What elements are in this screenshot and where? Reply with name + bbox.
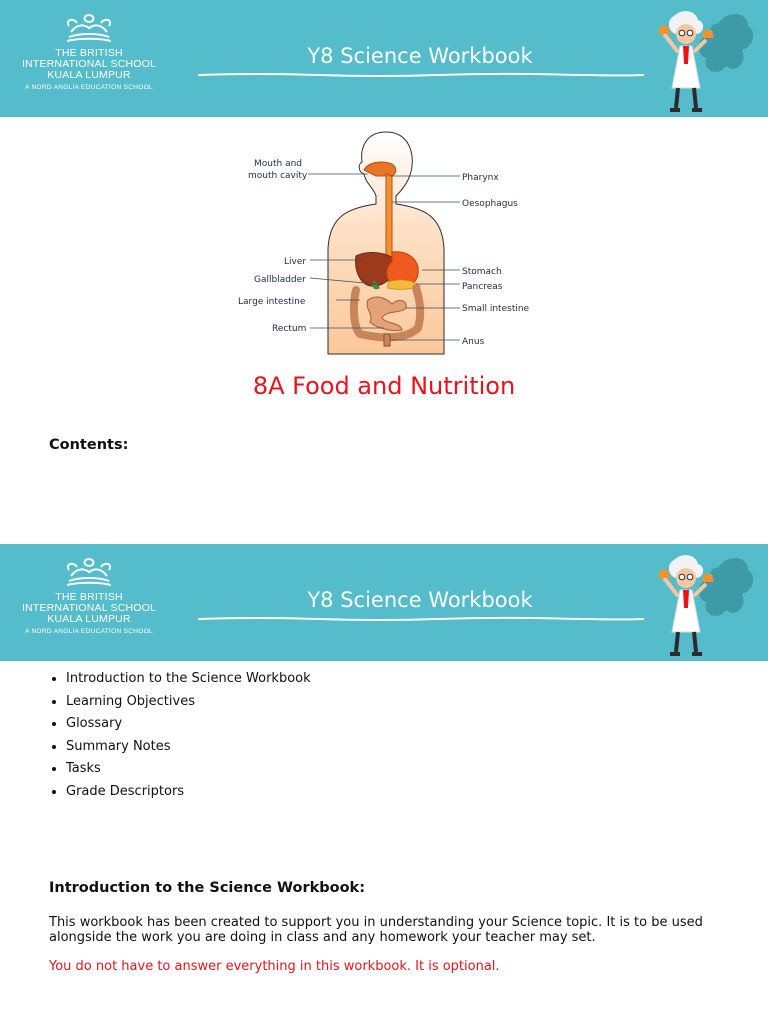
contents-item: • Glossary: [66, 713, 311, 736]
label-pancreas: Pancreas: [462, 282, 503, 292]
workbook-title: Y8 Science Workbook: [307, 44, 533, 68]
scientist-mascot-icon: [648, 4, 760, 116]
contents-item: • Grade Descriptors: [66, 781, 311, 804]
header-banner-second: [0, 544, 768, 661]
school-logo: [0, 12, 178, 91]
contents-item: • Tasks: [66, 758, 311, 781]
school-name-line2: INTERNATIONAL SCHOOL: [21, 602, 157, 614]
label-liver: Liver: [284, 257, 307, 267]
contents-item: • Summary Notes: [66, 736, 311, 759]
school-name-line3: KUALA LUMPUR: [47, 613, 131, 625]
contents-heading: Contents:: [49, 437, 129, 453]
school-name-line2: INTERNATIONAL SCHOOL: [21, 58, 157, 70]
school-subtitle: A NORD ANGLIA EDUCATION SCHOOL: [25, 628, 153, 635]
school-name-line1: THE BRITISH: [55, 47, 123, 59]
label-stomach: Stomach: [462, 267, 502, 277]
contents-item: • Introduction to the Science Workbook: [66, 668, 311, 691]
contents-item: • Learning Objectives: [66, 691, 311, 714]
label-large-intestine: Large intestine: [238, 297, 306, 307]
header-banner-top: [0, 0, 768, 117]
brush-stroke-divider: [198, 616, 644, 622]
brush-stroke-divider: [198, 72, 644, 78]
intro-heading: Introduction to the Science Workbook:: [49, 880, 365, 896]
label-oesophagus: Oesophagus: [462, 199, 518, 209]
school-crest-icon: [63, 12, 115, 42]
school-crest-icon: [63, 556, 115, 586]
intro-optional-note: You do not have to answer everything in this workbook. It is optional.: [49, 959, 500, 974]
rectum-anus-organ: [384, 334, 390, 346]
contents-list: [48, 668, 311, 803]
label-rectum: Rectum: [272, 324, 307, 334]
label-gallbladder: Gallbladder: [254, 275, 306, 285]
label-mouth-line1: Mouth and: [254, 159, 303, 169]
label-anus: Anus: [462, 337, 485, 347]
document-title: 8A Food and Nutrition: [252, 372, 516, 400]
scientist-mascot-icon: [648, 548, 760, 660]
school-logo: [0, 556, 178, 635]
label-pharynx: Pharynx: [462, 173, 499, 183]
school-name-line3: KUALA LUMPUR: [47, 69, 131, 81]
intro-paragraph: This workbook has been created to support you in understanding your Science topic. It is to be used alongside the work you are doing in class and any homework your teacher may set.: [49, 915, 703, 945]
label-small-intestine: Small intestine: [462, 304, 530, 314]
label-mouth-line2: mouth cavity: [248, 171, 308, 181]
digestive-system-diagram: [236, 128, 536, 358]
school-subtitle: A NORD ANGLIA EDUCATION SCHOOL: [25, 84, 153, 91]
workbook-title: Y8 Science Workbook: [307, 588, 533, 612]
school-name-line1: THE BRITISH: [55, 591, 123, 603]
pharynx-oesophagus: [386, 174, 392, 258]
